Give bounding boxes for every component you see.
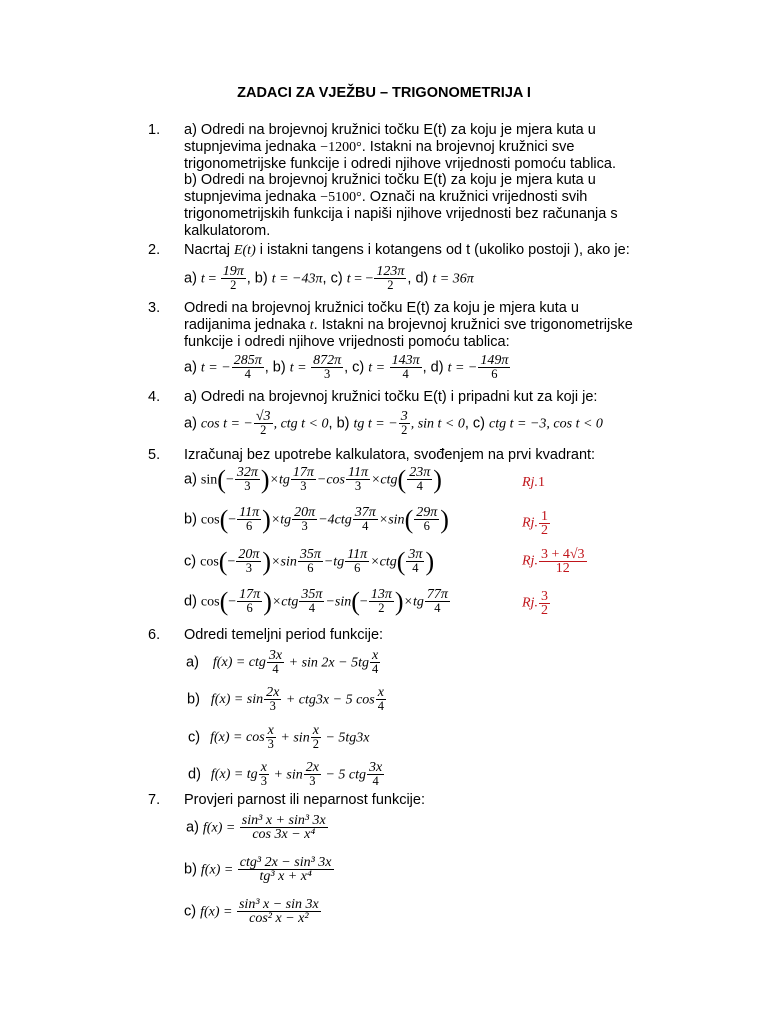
- fraction: $\frac{19\pi}{2}$: [222, 264, 244, 292]
- task-number-5: 5.: [148, 447, 161, 463]
- task5-d: d) cos(− $\frac{17\pi}{6}$ )×ctg $\frac{35\pi}{4}$ −sin(− $\frac{13\pi}{2}$ )×tg $\frac{77\pi}{4}$: [184, 587, 448, 616]
- task2-line1: Nacrtaj E(t) i istakni tangens i kotangens od t (ukoliko postoji ), ako je:: [184, 242, 630, 258]
- task7-b: b) f(x) = $\frac{\text{ctg³ 2x − sin³ 3x}}{\text{tg³ x + x⁴}}$: [184, 855, 332, 884]
- task4-values: a) cos t = − $\frac{√3}{2}$ , ctg t < 0, b) tg t = − $\frac{3}{2}$ , sin t < 0, c) ctg t = −3, cos t < 0: [184, 409, 603, 437]
- answer-c: Rj. $\frac{3 + 4√3}{12}$: [522, 547, 585, 576]
- task5-b: b) cos(− $\frac{11\pi}{6}$ )×tg $\frac{20\pi}{3}$ −4ctg $\frac{37\pi}{4}$ ×sin( $\frac{29\pi}{6}$ ): [184, 505, 449, 534]
- task3-values: a) t = − $\frac{285\pi}{4}$ , b) t = $\frac{872\pi}{3}$ , c) t = $\frac{143\pi}{4}$ , d) t = − $\frac{149\pi}{6}$: [184, 353, 509, 381]
- task1-line5: stupnjevima jednaka −5100°. Označi na kružnici vrijednosti svih: [184, 189, 588, 205]
- task5-c: c) cos(− $\frac{20\pi}{3}$ )×sin $\frac{35\pi}{6}$ −tg $\frac{11\pi}{6}$ ×ctg( $\frac{3\pi}{4}$ ): [184, 547, 435, 576]
- fraction: $\frac{123\pi}{2}$: [376, 264, 405, 292]
- answer-b: Rj. $\frac{1}{2}$: [522, 509, 548, 538]
- task5-line1: Izračunaj bez upotrebe kalkulatora, svođenjem na prvi kvadrant:: [184, 447, 596, 463]
- task1-line6: trigonometrijskih funkcija i napiši njihove vrijednosti bez računanja s: [184, 206, 618, 222]
- task6-b: b) f(x) = sin $\frac{2x}{3}$ + ctg3x − 5 cos $\frac{x}{4}$: [187, 685, 384, 713]
- page-title: ZADACI ZA VJEŽBU – TRIGONOMETRIJA I: [237, 85, 531, 101]
- task6-c: c) f(x) = cos $\frac{x}{3}$ + sin $\frac{x}{2}$ − 5tg3x: [188, 723, 370, 751]
- task6-a: a) f(x) = ctg $\frac{3x}{4}$ + sin 2x − 5tg $\frac{x}{4}$: [186, 648, 379, 676]
- fraction: $\frac{√3}{2}$: [255, 409, 271, 437]
- task4-line1: a) Odredi na brojevnoj kružnici točku E(t) i pripadni kut za koji je:: [184, 389, 598, 405]
- task1-line4: b) Odredi na brojevnoj kružnici točku E(t) za koju je mjera kuta u: [184, 172, 596, 188]
- task-number-7: 7.: [148, 792, 161, 808]
- task5-a: a) sin(− $\frac{32\pi}{3}$ )×tg $\frac{17\pi}{3}$ −cos $\frac{11\pi}{3}$ ×ctg( $\frac{23\pi}{4}$ ): [184, 465, 442, 494]
- fraction: $\frac{143\pi}{4}$: [391, 353, 420, 381]
- task7-c: c) f(x) = $\frac{\text{sin³ x − sin 3x}}{\text{cos² x − x²}}$: [184, 897, 319, 926]
- angle-value-2: −5100°: [320, 190, 362, 205]
- point-e-t: E(t): [233, 243, 256, 258]
- fraction: $\frac{3}{2}$: [400, 409, 408, 437]
- task7-line1: Provjeri parnost ili neparnost funkcije:: [184, 792, 425, 808]
- task1-line2: stupnjevima jednaka −1200°. Istakni na brojevnoj kružnici sve: [184, 139, 575, 155]
- task1-line3: trigonometrijske funkcije i odredi njihove vrijednosti pomoću tablica.: [184, 156, 616, 172]
- task-number-6: 6.: [148, 627, 161, 643]
- task6-line1: Odredi temeljni period funkcije:: [184, 627, 384, 643]
- fraction: $\frac{149\pi}{6}$: [480, 353, 509, 381]
- task3-line3: funkcije i odredi njihove vrijednosti pomoću tablica:: [184, 334, 510, 350]
- task3-line2: radijanima jednaka t. Istakni na brojevnoj kružnici sve trigonometrijske: [184, 317, 633, 333]
- answer-a: Rj.1: [522, 475, 545, 490]
- task2-values: a) t = $\frac{19\pi}{2}$ , b) t = −43π, c) t = − $\frac{123\pi}{2}$ , d) t = 36π: [184, 264, 474, 292]
- task7-a: a) f(x) = $\frac{\text{sin³ x + sin³ 3x}}{\text{cos 3x − x⁴}}$: [186, 813, 326, 842]
- task3-line1: Odredi na brojevnoj kružnici točku E(t) za koju je mjera kuta u: [184, 300, 579, 316]
- fraction: $\frac{285\pi}{4}$: [233, 353, 262, 381]
- task-number-2: 2.: [148, 242, 161, 258]
- fraction: $\frac{872\pi}{3}$: [313, 353, 342, 381]
- answer-d: Rj. $\frac{3}{2}$: [522, 589, 548, 618]
- task6-d: d) f(x) = tg $\frac{x}{3}$ + sin $\frac{2x}{3}$ − 5 ctg $\frac{3x}{4}$: [188, 760, 383, 788]
- angle-value-1: −1200°: [320, 140, 362, 155]
- task-number-1: 1.: [148, 122, 161, 138]
- task-number-4: 4.: [148, 389, 161, 405]
- task-number-3: 3.: [148, 300, 161, 316]
- task1-line1: a) Odredi na brojevnoj kružnici točku E(t) za koju je mjera kuta u: [184, 122, 596, 138]
- task1-line7: kalkulatorom.: [184, 223, 271, 239]
